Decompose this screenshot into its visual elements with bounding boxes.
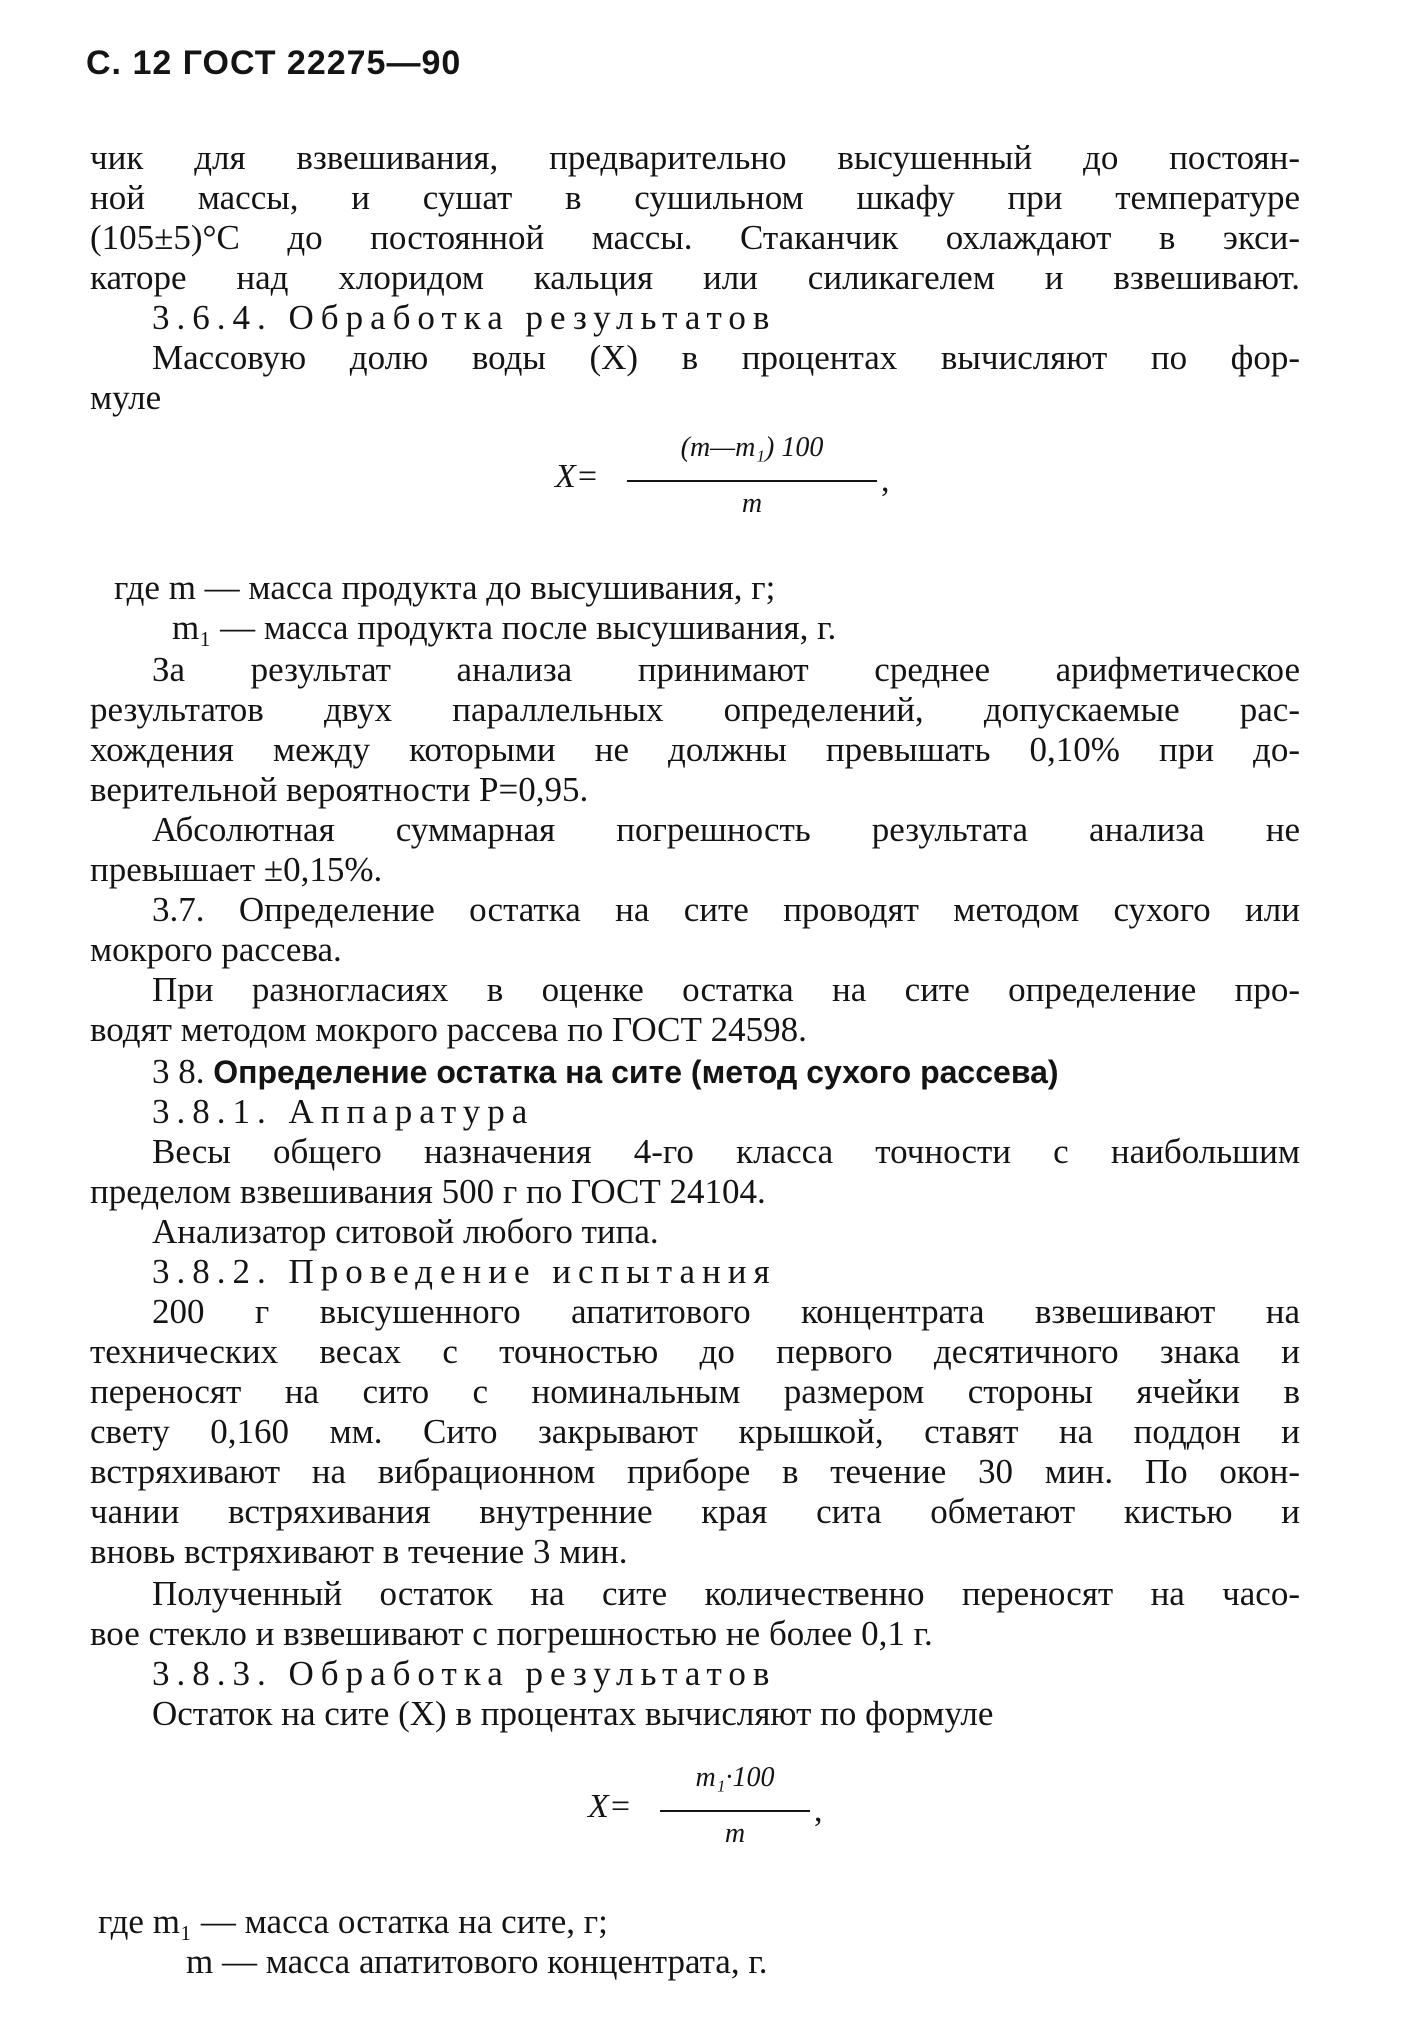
text-line: результатов двух параллельных определений, допускаемые рас- — [90, 690, 1300, 729]
page-header: С. 12 ГОСТ 22275—90 — [86, 44, 462, 82]
section-heading-3-8 — [152, 1052, 1059, 1092]
formula-residue-fraction — [588, 1762, 848, 1872]
formula-water-fraction — [555, 432, 895, 542]
section-heading-3-8-2: 3.8.2. Проведение испытания — [152, 1252, 777, 1291]
text-line: (105±5)°С до постоянной массы. Стаканчик охлаждают в экси- — [90, 218, 1300, 257]
fraction-bar — [627, 480, 877, 482]
section-heading-3-8-3: 3.8.3. Обработка результатов — [152, 1654, 777, 1693]
text-line: 200 г высушенного апатитового концентрата взвешивают на — [152, 1292, 1300, 1331]
text-line: верительной вероятности P=0,95. — [90, 770, 589, 809]
where-line: где m — масса продукта до высушивания, г; — [114, 568, 776, 607]
text-line: За результат анализа принимают среднее арифметическое — [152, 650, 1300, 689]
text-line: вое стекло и взвешивают с погрешностью не более 0,1 г. — [90, 1614, 933, 1653]
formula-comma: , — [881, 462, 890, 499]
text-line: муле — [90, 378, 162, 417]
text-line: пределом взвешивания 500 г по ГОСТ 24104. — [90, 1172, 766, 1211]
text-line: свету 0,160 мм. Сито закрывают крышкой, ставят на поддон и — [90, 1412, 1300, 1451]
text-line: Массовую долю воды (X) в процентах вычисляют по фор- — [152, 338, 1300, 377]
text-line: Полученный остаток на сите количественно переносят на часо- — [152, 1574, 1300, 1613]
text-line: мокрого рассева. — [90, 930, 342, 969]
text-line: каторе над хлоридом кальция или силикагелем и взвешивают. — [90, 258, 1300, 297]
text-line: технических весах с точностью до первого десятичного знака и — [90, 1332, 1300, 1371]
formula-lhs: X= — [588, 1788, 632, 1825]
section-heading-3-6-4: 3.6.4. Обработка результатов — [152, 298, 777, 337]
fraction-bar — [660, 1810, 810, 1812]
formula-lhs: X= — [555, 458, 599, 495]
text-line: встряхивают на вибрационном приборе в течение 30 мин. По окон- — [90, 1452, 1300, 1491]
section-number: 3 8. — [152, 1052, 205, 1091]
formula-numerator: (m—m₁) 100 — [680, 432, 824, 463]
formula-denominator: m — [741, 488, 763, 519]
formula-numerator: m₁·100 — [695, 1762, 775, 1793]
text-line: чании встряхивания внутренние края сита обметают кистью и — [90, 1492, 1300, 1531]
where-line: где m₁ — масса остатка на сите, г; — [98, 1902, 608, 1941]
text-line: 3.7. Определение остатка на сите проводят методом сухого или — [152, 890, 1300, 929]
formula-comma: , — [814, 1792, 823, 1829]
text-line: Абсолютная суммарная погрешность результата анализа не — [152, 810, 1300, 849]
text-line: переносят на сито с номинальным размером стороны ячейки в — [90, 1372, 1300, 1411]
text-line: водят методом мокрого рассева по ГОСТ 24598. — [90, 1010, 807, 1049]
text-line: превышает ±0,15%. — [90, 850, 383, 889]
text-line: чик для взвешивания, предварительно высушенный до постоян- — [90, 138, 1300, 177]
text-line: Весы общего назначения 4-го класса точности с наибольшим — [152, 1132, 1300, 1171]
where-line: m — масса апатитового концентрата, г. — [186, 1942, 768, 1981]
section-title: Определение остатка на сите (метод сухого рассева) — [213, 1054, 1059, 1090]
text-line: При разногласиях в оценке остатка на сите определение про- — [152, 970, 1300, 1009]
where-line: m₁ — масса продукта после высушивания, г. — [172, 608, 837, 647]
text-line: Анализатор ситовой любого типа. — [152, 1212, 659, 1251]
text-line: вновь встряхивают в течение 3 мин. — [90, 1532, 628, 1571]
section-heading-3-8-1: 3.8.1. Аппаратура — [152, 1092, 535, 1131]
text-line: хождения между которыми не должны превышать 0,10% при до- — [90, 730, 1300, 769]
formula-denominator: m — [724, 1818, 746, 1849]
text-line: Остаток на сите (X) в процентах вычисляют по формуле — [152, 1694, 994, 1733]
text-line: ной массы, и сушат в сушильном шкафу при температуре — [90, 178, 1300, 217]
